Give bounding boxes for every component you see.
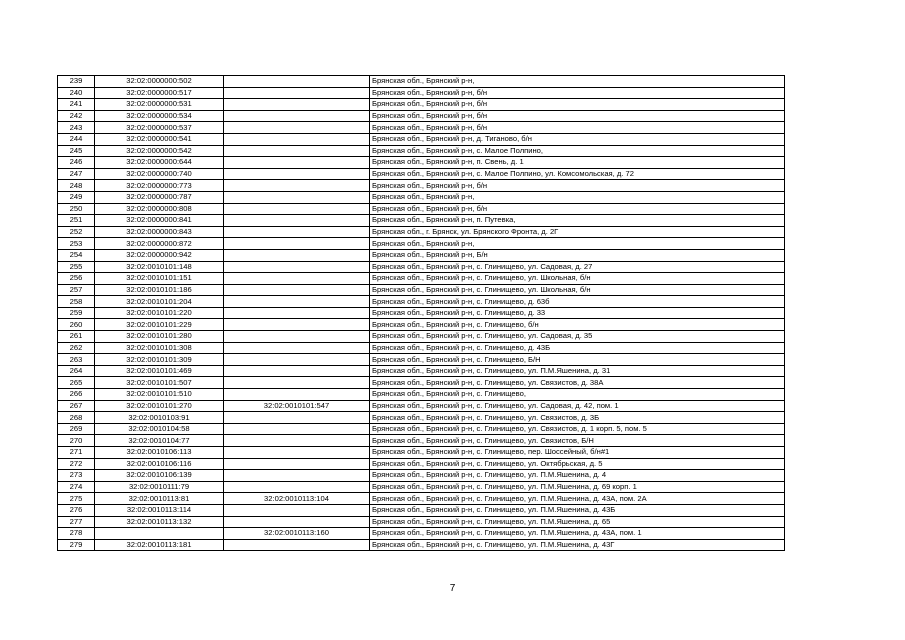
cadastral-number-cell: 32:02:0010101:469 <box>95 365 224 377</box>
related-cadastral-number-cell <box>224 261 370 273</box>
related-cadastral-number-cell <box>224 238 370 250</box>
related-cadastral-number-cell <box>224 331 370 343</box>
related-cadastral-number-cell: 32:02:0010101:547 <box>224 400 370 412</box>
table-row <box>58 319 785 331</box>
related-cadastral-number-cell <box>224 458 370 470</box>
cadastral-table <box>57 75 785 551</box>
address-cell: Брянская обл., Брянский р-н, с. Малое Полпино, ул. Комсомольская, д. 72 <box>370 168 785 180</box>
address-cell: Брянская обл., Брянский р-н, <box>370 238 785 250</box>
row-number-cell: 264 <box>58 365 95 377</box>
row-number-cell: 246 <box>58 157 95 169</box>
address-cell: Брянская обл., Брянский р-н, с. Глинищево, Б/Н <box>370 354 785 366</box>
table-row <box>58 342 785 354</box>
table-row <box>58 168 785 180</box>
address-cell: Брянская обл., Брянский р-н, с. Глинищево, д. 63б <box>370 296 785 308</box>
cadastral-number-cell: 32:02:0010101:229 <box>95 319 224 331</box>
row-number-cell: 271 <box>58 447 95 459</box>
cadastral-number-cell: 32:02:0010101:151 <box>95 273 224 285</box>
address-cell: Брянская обл., Брянский р-н, с. Глинищево, пер. Шоссейный, б/н#1 <box>370 447 785 459</box>
row-number-cell: 266 <box>58 389 95 401</box>
address-cell: Брянская обл., Брянский р-н, с. Глинищево, ул. Связистов, Б/Н <box>370 435 785 447</box>
address-cell: Брянская обл., Брянский р-н, п. Свень, д. 1 <box>370 157 785 169</box>
related-cadastral-number-cell: 32:02:0010113:104 <box>224 493 370 505</box>
address-cell: Брянская обл., Брянский р-н, с. Глинищево, д. 33 <box>370 307 785 319</box>
cadastral-number-cell: 32:02:0010113:132 <box>95 516 224 528</box>
address-cell: Брянская обл., Брянский р-н, с. Глинищево, ул. П.М.Яшенина, д. 65 <box>370 516 785 528</box>
row-number-cell: 252 <box>58 226 95 238</box>
related-cadastral-number-cell <box>224 365 370 377</box>
row-number-cell: 247 <box>58 168 95 180</box>
address-cell: Брянская обл., Брянский р-н, б/н <box>370 99 785 111</box>
row-number-cell: 245 <box>58 145 95 157</box>
cadastral-number-cell: 32:02:0010101:186 <box>95 284 224 296</box>
row-number-cell: 248 <box>58 180 95 192</box>
cadastral-number-cell: 32:02:0010101:220 <box>95 307 224 319</box>
address-cell: Брянская обл., Брянский р-н, с. Малое Полпино, <box>370 145 785 157</box>
table-row <box>58 354 785 366</box>
related-cadastral-number-cell <box>224 87 370 99</box>
table-row <box>58 238 785 250</box>
row-number-cell: 279 <box>58 539 95 551</box>
table-row <box>58 516 785 528</box>
row-number-cell: 241 <box>58 99 95 111</box>
related-cadastral-number-cell <box>224 99 370 111</box>
table-row <box>58 226 785 238</box>
address-cell: Брянская обл., Брянский р-н, с. Глинищево, ул. П.М.Яшенина, д. 43А, пом. 1 <box>370 528 785 540</box>
related-cadastral-number-cell <box>224 470 370 482</box>
related-cadastral-number-cell <box>224 191 370 203</box>
table-row <box>58 412 785 424</box>
row-number-cell: 278 <box>58 528 95 540</box>
table-row <box>58 365 785 377</box>
row-number-cell: 268 <box>58 412 95 424</box>
row-number-cell: 267 <box>58 400 95 412</box>
cadastral-number-cell: 32:02:0000000:787 <box>95 191 224 203</box>
row-number-cell: 273 <box>58 470 95 482</box>
table-row <box>58 76 785 88</box>
cadastral-number-cell: 32:02:0000000:644 <box>95 157 224 169</box>
address-cell: Брянская обл., Брянский р-н, б/н <box>370 122 785 134</box>
address-cell: Брянская обл., Брянский р-н, б/н <box>370 87 785 99</box>
cadastral-number-cell <box>95 528 224 540</box>
table-row <box>58 122 785 134</box>
related-cadastral-number-cell <box>224 76 370 88</box>
address-cell: Брянская обл., Брянский р-н, д. Тиганово, б/н <box>370 133 785 145</box>
cadastral-number-cell: 32:02:0010101:280 <box>95 331 224 343</box>
cadastral-number-cell: 32:02:0000000:537 <box>95 122 224 134</box>
table-row <box>58 400 785 412</box>
table-row <box>58 215 785 227</box>
cadastral-number-cell: 32:02:0010113:81 <box>95 493 224 505</box>
table-row <box>58 284 785 296</box>
related-cadastral-number-cell <box>224 435 370 447</box>
cadastral-number-cell: 32:02:0000000:542 <box>95 145 224 157</box>
cadastral-number-cell: 32:02:0010101:270 <box>95 400 224 412</box>
related-cadastral-number-cell <box>224 307 370 319</box>
related-cadastral-number-cell <box>224 389 370 401</box>
related-cadastral-number-cell <box>224 342 370 354</box>
related-cadastral-number-cell <box>224 516 370 528</box>
cadastral-number-cell: 32:02:0010103:91 <box>95 412 224 424</box>
cadastral-number-cell: 32:02:0010106:116 <box>95 458 224 470</box>
related-cadastral-number-cell <box>224 284 370 296</box>
address-cell: Брянская обл., Брянский р-н, <box>370 191 785 203</box>
related-cadastral-number-cell <box>224 354 370 366</box>
row-number-cell: 274 <box>58 481 95 493</box>
row-number-cell: 254 <box>58 249 95 261</box>
table-row <box>58 504 785 516</box>
cadastral-number-cell: 32:02:0010101:510 <box>95 389 224 401</box>
cadastral-number-cell: 32:02:0000000:942 <box>95 249 224 261</box>
row-number-cell: 239 <box>58 76 95 88</box>
related-cadastral-number-cell <box>224 319 370 331</box>
address-cell: Брянская обл., Брянский р-н, с. Глинищево, ул. Октябрьская, д. 5 <box>370 458 785 470</box>
address-cell: Брянская обл., Брянский р-н, с. Глинищево, ул. Связистов, д. 3Б <box>370 412 785 424</box>
related-cadastral-number-cell <box>224 504 370 516</box>
address-cell: Брянская обл., Брянский р-н, с. Глинищево, ул. Связистов, д. 1 корп. 5, пом. 5 <box>370 423 785 435</box>
address-cell: Брянская обл., Брянский р-н, с. Глинищево, ул. П.М.Яшенина, д. 69 корп. 1 <box>370 481 785 493</box>
cadastral-number-cell: 32:02:0000000:872 <box>95 238 224 250</box>
address-cell: Брянская обл., Брянский р-н, б/н <box>370 110 785 122</box>
table-row <box>58 261 785 273</box>
cadastral-number-cell: 32:02:0010106:139 <box>95 470 224 482</box>
address-cell: Брянская обл., Брянский р-н, б/н <box>370 180 785 192</box>
related-cadastral-number-cell <box>224 273 370 285</box>
related-cadastral-number-cell <box>224 180 370 192</box>
row-number-cell: 265 <box>58 377 95 389</box>
table-row <box>58 249 785 261</box>
related-cadastral-number-cell <box>224 133 370 145</box>
table-row <box>58 458 785 470</box>
table-row <box>58 296 785 308</box>
table-row <box>58 307 785 319</box>
address-cell: Брянская обл., Брянский р-н, п. Путевка, <box>370 215 785 227</box>
cadastral-number-cell: 32:02:0000000:531 <box>95 99 224 111</box>
related-cadastral-number-cell <box>224 447 370 459</box>
address-cell: Брянская обл., Брянский р-н, с. Глинищево, ул. П.М.Яшенина, д. 31 <box>370 365 785 377</box>
related-cadastral-number-cell <box>224 226 370 238</box>
row-number-cell: 275 <box>58 493 95 505</box>
cadastral-number-cell: 32:02:0010104:77 <box>95 435 224 447</box>
row-number-cell: 277 <box>58 516 95 528</box>
table-row <box>58 377 785 389</box>
cadastral-number-cell: 32:02:0000000:740 <box>95 168 224 180</box>
cadastral-number-cell: 32:02:0010111:79 <box>95 481 224 493</box>
cadastral-number-cell: 32:02:0010101:507 <box>95 377 224 389</box>
row-number-cell: 276 <box>58 504 95 516</box>
row-number-cell: 244 <box>58 133 95 145</box>
row-number-cell: 263 <box>58 354 95 366</box>
table-row <box>58 470 785 482</box>
cadastral-number-cell: 32:02:0010101:148 <box>95 261 224 273</box>
row-number-cell: 272 <box>58 458 95 470</box>
address-cell: Брянская обл., Брянский р-н, с. Глинищево, <box>370 389 785 401</box>
address-cell: Брянская обл., Брянский р-н, с. Глинищево, д. 43Б <box>370 342 785 354</box>
address-cell: Брянская обл., Брянский р-н, с. Глинищево, ул. Садовая, д. 42, пом. 1 <box>370 400 785 412</box>
table-row <box>58 539 785 551</box>
related-cadastral-number-cell: 32:02:0010113:160 <box>224 528 370 540</box>
related-cadastral-number-cell <box>224 110 370 122</box>
cadastral-number-cell: 32:02:0000000:517 <box>95 87 224 99</box>
related-cadastral-number-cell <box>224 203 370 215</box>
row-number-cell: 249 <box>58 191 95 203</box>
cadastral-number-cell: 32:02:0010101:204 <box>95 296 224 308</box>
page-number: 7 <box>449 583 456 594</box>
cadastral-number-cell: 32:02:0010113:181 <box>95 539 224 551</box>
row-number-cell: 258 <box>58 296 95 308</box>
cadastral-number-cell: 32:02:0000000:843 <box>95 226 224 238</box>
row-number-cell: 269 <box>58 423 95 435</box>
row-number-cell: 262 <box>58 342 95 354</box>
row-number-cell: 270 <box>58 435 95 447</box>
row-number-cell: 256 <box>58 273 95 285</box>
related-cadastral-number-cell <box>224 412 370 424</box>
related-cadastral-number-cell <box>224 377 370 389</box>
address-cell: Брянская обл., Брянский р-н, Б/н <box>370 249 785 261</box>
address-cell: Брянская обл., г. Брянск, ул. Брянского Фронта, д. 2Г <box>370 226 785 238</box>
row-number-cell: 240 <box>58 87 95 99</box>
table-row <box>58 133 785 145</box>
related-cadastral-number-cell <box>224 145 370 157</box>
address-cell: Брянская обл., Брянский р-н, с. Глинищево, ул. П.М.Яшенина, д. 43Г <box>370 539 785 551</box>
table-row <box>58 423 785 435</box>
cadastral-number-cell: 32:02:0000000:773 <box>95 180 224 192</box>
address-cell: Брянская обл., Брянский р-н, с. Глинищево, ул. П.М.Яшенина, д. 4 <box>370 470 785 482</box>
cadastral-number-cell: 32:02:0010101:309 <box>95 354 224 366</box>
address-cell: Брянская обл., Брянский р-н, с. Глинищево, ул. Садовая, д. 27 <box>370 261 785 273</box>
row-number-cell: 260 <box>58 319 95 331</box>
row-number-cell: 250 <box>58 203 95 215</box>
related-cadastral-number-cell <box>224 249 370 261</box>
table-row <box>58 389 785 401</box>
row-number-cell: 243 <box>58 122 95 134</box>
cadastral-number-cell: 32:02:0000000:841 <box>95 215 224 227</box>
row-number-cell: 261 <box>58 331 95 343</box>
table-row <box>58 110 785 122</box>
row-number-cell: 259 <box>58 307 95 319</box>
address-cell: Брянская обл., Брянский р-н, с. Глинищево, ул. П.М.Яшенина, д. 43Б <box>370 504 785 516</box>
cadastral-number-cell: 32:02:0010113:114 <box>95 504 224 516</box>
row-number-cell: 257 <box>58 284 95 296</box>
row-number-cell: 255 <box>58 261 95 273</box>
related-cadastral-number-cell <box>224 296 370 308</box>
table-row <box>58 87 785 99</box>
table-row <box>58 145 785 157</box>
related-cadastral-number-cell <box>224 157 370 169</box>
address-cell: Брянская обл., Брянский р-н, с. Глинищево, ул. Школьная, б/н <box>370 284 785 296</box>
address-cell: Брянская обл., Брянский р-н, б/н <box>370 203 785 215</box>
cadastral-number-cell: 32:02:0000000:534 <box>95 110 224 122</box>
table-row <box>58 528 785 540</box>
row-number-cell: 251 <box>58 215 95 227</box>
related-cadastral-number-cell <box>224 481 370 493</box>
related-cadastral-number-cell <box>224 539 370 551</box>
row-number-cell: 253 <box>58 238 95 250</box>
table-row <box>58 203 785 215</box>
cadastral-number-cell: 32:02:0010101:308 <box>95 342 224 354</box>
address-cell: Брянская обл., Брянский р-н, <box>370 76 785 88</box>
related-cadastral-number-cell <box>224 122 370 134</box>
cadastral-number-cell: 32:02:0010106:113 <box>95 447 224 459</box>
cadastral-number-cell: 32:02:0010104:58 <box>95 423 224 435</box>
table-body <box>58 76 785 551</box>
table-row <box>58 493 785 505</box>
table-row <box>58 481 785 493</box>
table-row <box>58 331 785 343</box>
address-cell: Брянская обл., Брянский р-н, с. Глинищево, ул. Связистов, д. 38А <box>370 377 785 389</box>
cadastral-number-cell: 32:02:0000000:502 <box>95 76 224 88</box>
table-row <box>58 447 785 459</box>
table-row <box>58 273 785 285</box>
table-row <box>58 180 785 192</box>
row-number-cell: 242 <box>58 110 95 122</box>
address-cell: Брянская обл., Брянский р-н, с. Глинищево, ул. Школьная, б/н <box>370 273 785 285</box>
related-cadastral-number-cell <box>224 168 370 180</box>
table-row <box>58 157 785 169</box>
cadastral-number-cell: 32:02:0000000:541 <box>95 133 224 145</box>
cadastral-number-cell: 32:02:0000000:808 <box>95 203 224 215</box>
related-cadastral-number-cell <box>224 423 370 435</box>
related-cadastral-number-cell <box>224 215 370 227</box>
address-cell: Брянская обл., Брянский р-н, с. Глинищево, ул. Садовая, д. 35 <box>370 331 785 343</box>
address-cell: Брянская обл., Брянский р-н, с. Глинищево, б/н <box>370 319 785 331</box>
address-cell: Брянская обл., Брянский р-н, с. Глинищево, ул. П.М.Яшенина, д. 43А, пом. 2А <box>370 493 785 505</box>
table-row <box>58 99 785 111</box>
table-row <box>58 435 785 447</box>
table-row <box>58 191 785 203</box>
